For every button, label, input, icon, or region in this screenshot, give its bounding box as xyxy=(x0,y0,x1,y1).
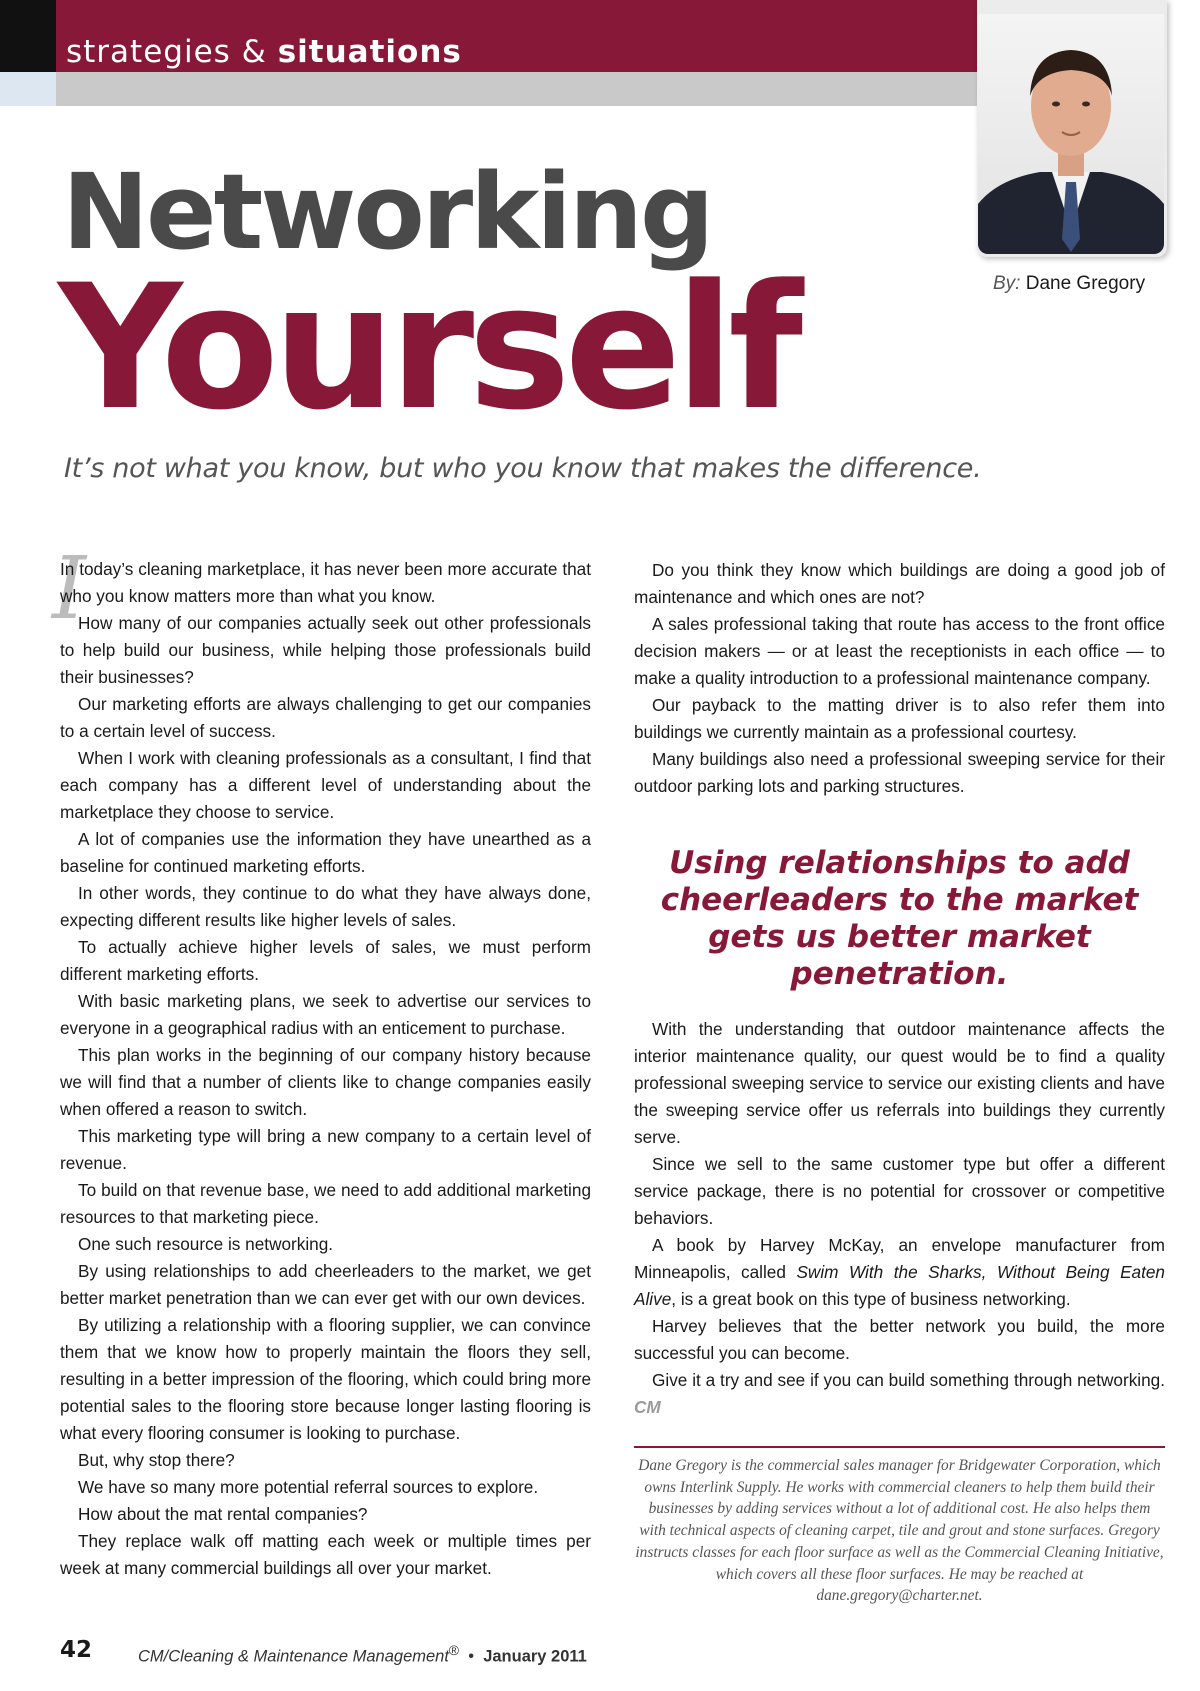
paragraph-closing xyxy=(634,1367,1165,1421)
paragraph: They replace walk off matting each week or multiple times per week at many commercial buildings all over your market. xyxy=(60,1531,591,1578)
paragraph: With basic marketing plans, we seek to advertise our services to everyone in a geographical radius with an enticement to purchase. xyxy=(60,991,591,1038)
author-bio: Dane Gregory is the commercial sales manager for Bridgewater Corporation, which owns Interlink Supply. He works with commercial cleaners to help them build their businesses by adding services without a lot of additional cost. He also helps them with technical aspects of cleaning carpet, tile and grout and stone surfaces. Gregory instructs classes for each floor surface as well as the Commercial Cleaning Initiative, which covers all these floor surfaces. He may be reached at dane.gregory@charter.net. xyxy=(635,1457,1164,1605)
byline-label: By: xyxy=(993,273,1021,294)
issue-date: January 2011 xyxy=(483,1647,587,1666)
paragraph: A sales professional taking that route has access to the front office decision makers — or at least the receptionists in each office — to make a quality introduction to a professional maintenance company. xyxy=(634,614,1165,688)
section-label-bold: situations xyxy=(277,34,462,70)
paragraph: How many of our companies actually seek out other professionals to help build our business, while helping those professionals build their businesses? xyxy=(60,613,591,687)
paragraph: This plan works in the beginning of our company history because we will find that a number of clients like to change companies easily when offered a reason to switch. xyxy=(60,1045,591,1119)
paragraph: When I work with cleaning professionals as a consultant, I find that each company has a different level of understanding about the marketplace they choose to service. xyxy=(60,748,591,822)
paragraph: But, why stop there? xyxy=(78,1450,235,1470)
paragraph: Do you think they know which buildings are doing a good job of maintenance and which ones are not? xyxy=(634,560,1165,607)
paragraph-text: A book by Harvey McKay, an envelope manufacturer from Minneapolis, called xyxy=(634,1235,1165,1282)
paragraph: In other words, they continue to do what they have always done, expecting different results like higher levels of sales. xyxy=(60,883,591,930)
author-name: Dane Gregory xyxy=(1025,273,1146,294)
author-portrait-image xyxy=(978,14,1164,254)
article-column-right-top xyxy=(634,557,1165,800)
footer-publication xyxy=(138,1643,587,1667)
paragraph: To build on that revenue base, we need to add additional marketing resources to that marketing piece. xyxy=(60,1180,591,1227)
paragraph: How about the mat rental companies? xyxy=(78,1504,368,1524)
article-column-left xyxy=(60,556,591,1582)
header-subband xyxy=(56,72,978,106)
section-label-light: strategies & xyxy=(66,34,267,70)
paragraph-text: , is a great book on this type of business networking. xyxy=(671,1289,1071,1309)
paragraph: We have so many more potential referral sources to explore. xyxy=(78,1477,539,1497)
paragraph-text: Give it a try and see if you can build something through networking. xyxy=(652,1370,1165,1390)
footer-separator: • xyxy=(468,1647,475,1666)
author-photo xyxy=(978,14,1164,254)
headline-line-2: Yourself xyxy=(58,247,798,448)
publication-name: CM/Cleaning & Maintenance Management xyxy=(138,1647,449,1666)
paragraph: Our payback to the matting driver is to also refer them into buildings we currently maintain as a professional courtesy. xyxy=(634,695,1165,742)
paragraph: Since we sell to the same customer type but offer a different service package, there is no potential for crossover or competitive behaviors. xyxy=(634,1154,1165,1228)
paragraph: One such resource is networking. xyxy=(78,1234,334,1254)
section-label xyxy=(66,34,462,70)
drop-cap: I xyxy=(52,539,86,639)
paragraph: Many buildings also need a professional sweeping service for their outdoor parking lots and parking structures. xyxy=(634,749,1165,796)
headline-line-1: Networking xyxy=(62,151,712,273)
bio-divider xyxy=(634,1446,1165,1448)
header-corner-accent xyxy=(0,72,56,106)
pull-quote: Using relationships to add cheerleaders to the market gets us better market penetration. xyxy=(660,845,1139,992)
byline xyxy=(993,273,1145,295)
paragraph: By utilizing a relationship with a flooring supplier, we can convince them that we know how to properly maintain the floors they sell, resulting in a better impression of the flooring, which could bring more potential sales to the flooring store because longer lasting flooring is what every flooring consumer is looking to purchase. xyxy=(60,1315,591,1443)
paragraph: This marketing type will bring a new company to a certain level of revenue. xyxy=(60,1126,591,1173)
page-number: 42 xyxy=(60,1637,93,1663)
end-sign: CM xyxy=(634,1397,661,1417)
paragraph: Our marketing efforts are always challenging to get our companies to a certain level of success. xyxy=(60,694,591,741)
header-corner-block xyxy=(0,0,56,72)
paragraph: Harvey believes that the better network you build, the more successful you can become. xyxy=(634,1316,1165,1363)
paragraph: To actually achieve higher levels of sales, we must perform different marketing efforts. xyxy=(60,937,591,984)
article-column-right-bottom xyxy=(634,1016,1165,1421)
paragraph: With the understanding that outdoor maintenance affects the interior maintenance quality, our quest would be to find a quality professional sweeping service to service our existing clients and have the sweeping service offer us referrals into buildings they currently serve. xyxy=(634,1019,1165,1147)
paragraph-book-reference xyxy=(634,1232,1165,1313)
book-title: Swim With the Sharks, Without Being Eaten Alive xyxy=(634,1262,1165,1309)
paragraph: A lot of companies use the information they have unearthed as a baseline for continued marketing efforts. xyxy=(60,829,591,876)
paragraph: By using relationships to add cheerleaders to the market, we get better market penetration than we can ever get with our own devices. xyxy=(60,1261,591,1308)
deck-subtitle: It’s not what you know, but who you know that makes the difference. xyxy=(64,453,982,484)
registered-mark: ® xyxy=(448,1643,460,1658)
paragraph: In today’s cleaning marketplace, it has never been more accurate that who you know matters more than what you know. xyxy=(60,559,591,606)
